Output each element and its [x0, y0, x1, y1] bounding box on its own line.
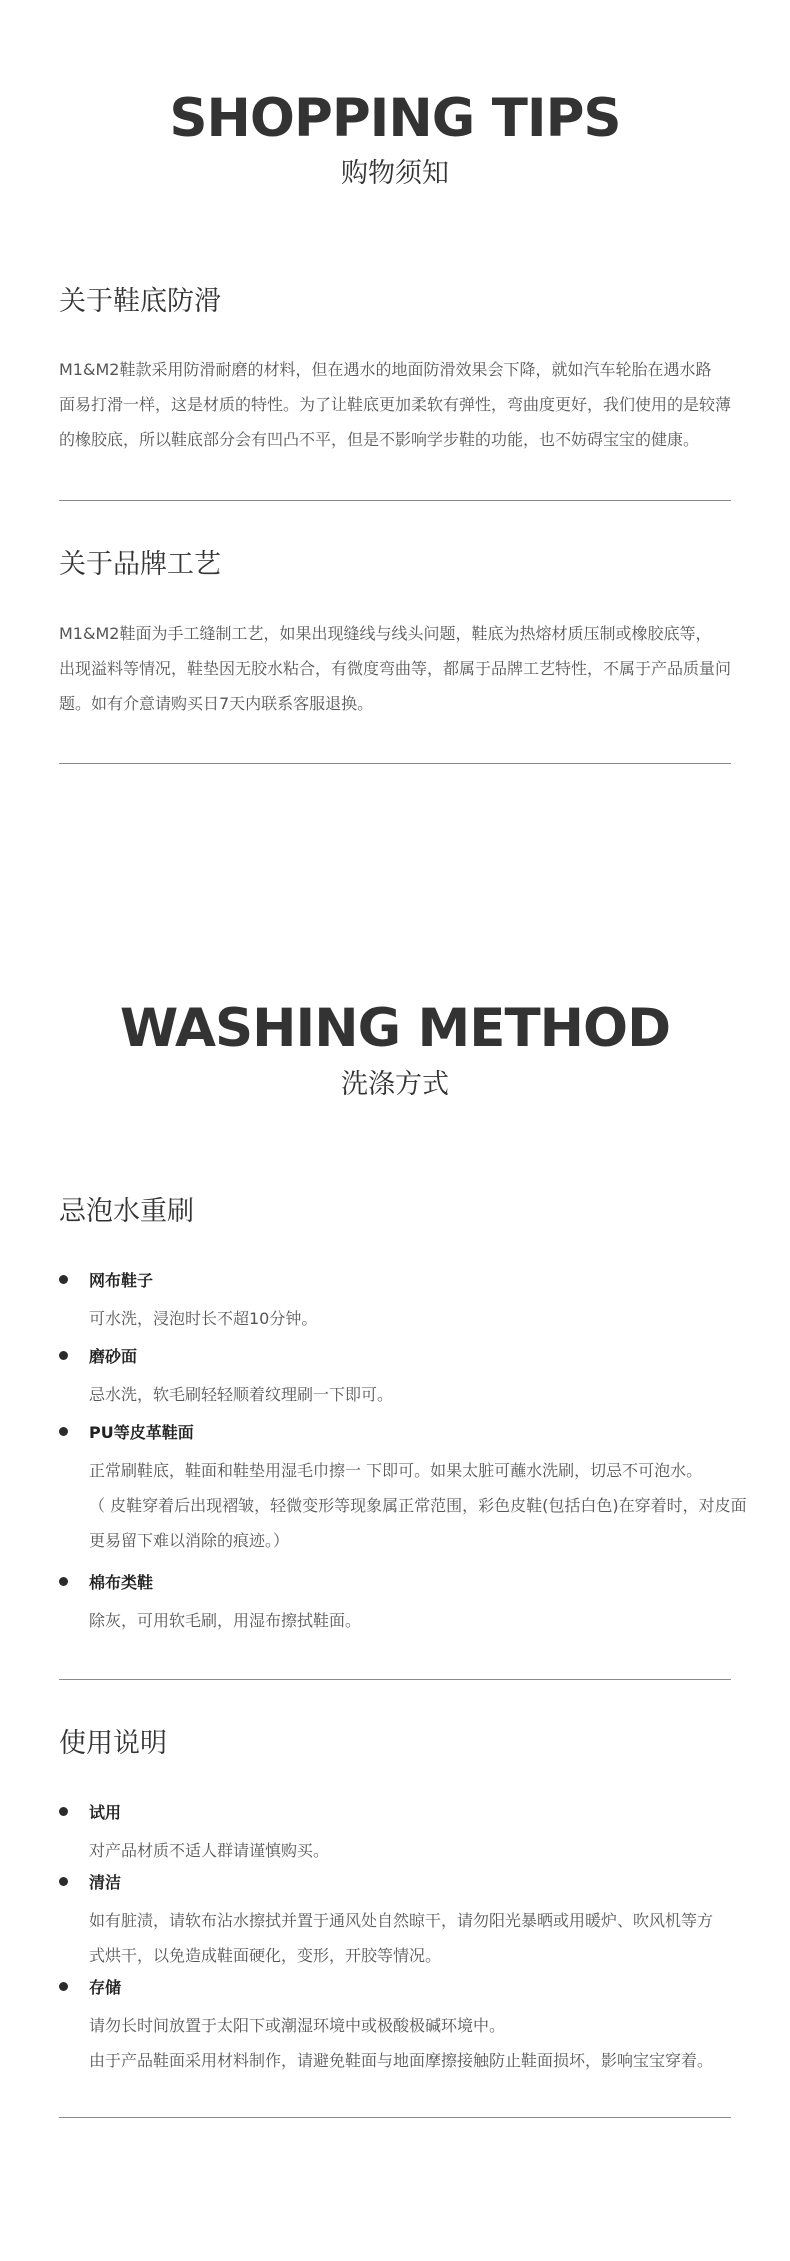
detail-line: 对产品材质不适人群请谨慎购买。	[89, 1841, 330, 1860]
paragraph-line: M1&M2鞋款采用防滑耐磨的材料，但在遇水的地面防滑效果会下降，就如汽车轮胎在遇水路	[59, 360, 712, 379]
item-label-pu-leather: PU等皮革鞋面	[89, 1423, 194, 1442]
bullet-dot	[59, 1427, 68, 1436]
item-label-mesh-shoes: 网布鞋子	[89, 1271, 154, 1290]
section-divider	[59, 763, 731, 764]
paragraph-line: 的橡胶底，所以鞋底部分会有凹凸不平，但是不影响学步鞋的功能，也不妨碍宝宝的健康。	[59, 430, 700, 449]
detail-line: 忌水洗，软毛刷轻轻顺着纹理刷一下即可。	[89, 1385, 394, 1404]
paragraph-line: 面易打滑一样，这是材质的特性。为了让鞋底更加柔软有弹性，弯曲度更好，我们使用的是较薄	[59, 395, 732, 414]
washing-method-title: WASHING METHOD	[119, 998, 671, 1059]
item-label-cleaning: 清洁	[89, 1873, 122, 1892]
section-divider	[59, 1679, 731, 1680]
bullet-dot	[59, 1877, 68, 1886]
item-label-trial: 试用	[89, 1803, 122, 1822]
paragraph-line: 题。如有介意请购买日7天内联系客服退换。	[59, 694, 374, 713]
item-label-cotton-shoes: 棉布类鞋	[89, 1573, 154, 1592]
item-detail	[89, 2008, 759, 2078]
bullet-dot	[59, 1982, 68, 1991]
item-detail	[89, 1833, 759, 1868]
detail-line: 除灰，可用软毛刷，用湿布擦拭鞋面。	[89, 1611, 362, 1630]
section-heading-instructions: 使用说明	[59, 1728, 167, 1759]
bullet-dot	[59, 1577, 68, 1586]
detail-line: 可水洗，浸泡时长不超10分钟。	[89, 1309, 318, 1328]
section-divider	[59, 500, 731, 501]
item-label-storage: 存储	[89, 1978, 122, 1997]
warning-note: 由于产品鞋面采用材料制作，请避免鞋面与地面摩擦接触防止鞋面损坏，影响宝宝穿着。	[89, 2051, 714, 2070]
brand-craft-paragraph	[59, 616, 739, 721]
detail-line: 更易留下难以消除的痕迹。）	[89, 1531, 290, 1550]
section-divider	[59, 2117, 731, 2118]
shopping-tips-subtitle: 购物须知	[341, 158, 449, 189]
detail-line: 式烘干，以免造成鞋面硬化，变形，开胶等情况。	[89, 1946, 442, 1965]
washing-method-subtitle: 洗涤方式	[341, 1069, 449, 1100]
item-detail	[89, 1453, 759, 1558]
detail-line: 请勿长时间放置于太阳下或潮湿环境中或极酸极碱环境中。	[89, 2016, 506, 2035]
item-detail	[89, 1903, 759, 1973]
item-detail	[89, 1377, 759, 1412]
section-heading-no-soaking: 忌泡水重刷	[59, 1196, 194, 1227]
bullet-dot	[59, 1807, 68, 1816]
section-heading-sole-antislip: 关于鞋底防滑	[59, 286, 221, 317]
item-label-frosted: 磨砂面	[89, 1347, 138, 1366]
detail-line: （ 皮鞋穿着后出现褶皱，轻微变形等现象属正常范围，彩色皮鞋(包括白色)在穿着时，对皮面	[89, 1496, 747, 1515]
section-heading-brand-craft: 关于品牌工艺	[59, 549, 221, 580]
sole-antislip-paragraph	[59, 352, 739, 457]
detail-line: 正常刷鞋底，鞋面和鞋垫用湿毛巾擦一 下即可。如果太脏可蘸水洗刷，切忌不可泡水。	[89, 1461, 703, 1480]
shopping-tips-title: SHOPPING TIPS	[169, 88, 621, 149]
item-detail	[89, 1603, 759, 1638]
detail-line: 如有脏渍，请软布沾水擦拭并置于通风处自然晾干，请勿阳光暴晒或用暖炉、吹风机等方	[89, 1911, 714, 1930]
bullet-dot	[59, 1275, 68, 1284]
bullet-dot	[59, 1351, 68, 1360]
paragraph-line: M1&M2鞋面为手工缝制工艺，如果出现缝线与线头问题，鞋底为热熔材质压制或橡胶底等，	[59, 624, 712, 643]
paragraph-line: 出现溢料等情况，鞋垫因无胶水粘合，有微度弯曲等，都属于品牌工艺特性，不属于产品质量问	[59, 659, 732, 678]
item-detail	[89, 1301, 759, 1336]
